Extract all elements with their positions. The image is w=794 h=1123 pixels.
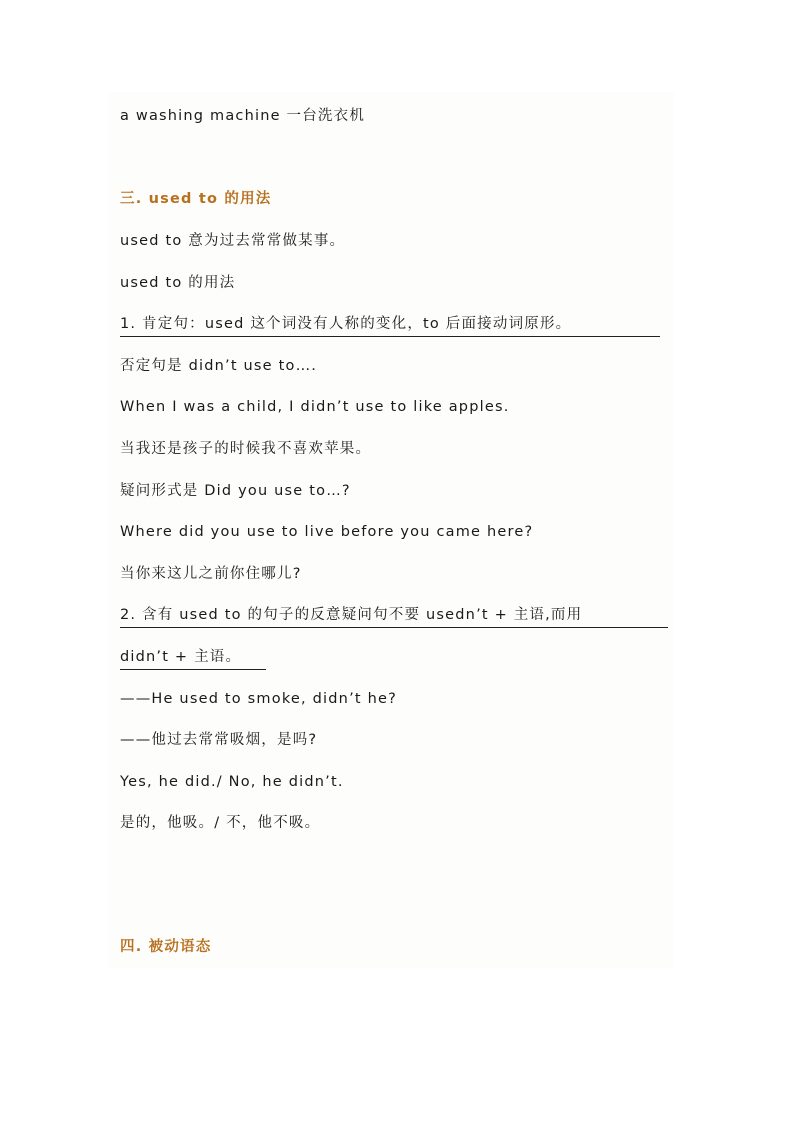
underlined-rule-2: 2. 含有 used to 的句子的反意疑问句不要 usedn’t + 主语,而用 bbox=[120, 605, 668, 628]
section-heading-4: 四. 被动语态 bbox=[120, 939, 212, 955]
underlined-rule-1: 1. 肯定句：used 这个词没有人称的变化，to 后面接动词原形。 bbox=[120, 314, 660, 337]
vocab-line: a washing machine 一台洗衣机 bbox=[120, 108, 366, 124]
section-heading-3: 三. used to 的用法 bbox=[120, 191, 272, 207]
text-line: 疑问形式是 Did you use to…? bbox=[120, 483, 351, 499]
text-line: used to 的用法 bbox=[120, 275, 236, 291]
example-sentence: Where did you use to live before you came here? bbox=[120, 524, 534, 540]
example-translation: 是的，他吸。/ 不，他不吸。 bbox=[120, 815, 321, 831]
text-line: used to 意为过去常常做某事。 bbox=[120, 233, 346, 249]
example-translation: ——他过去常常吸烟，是吗? bbox=[120, 732, 318, 748]
example-sentence: Yes, he did./ No, he didn’t. bbox=[120, 774, 344, 790]
example-translation: 当我还是孩子的时候我不喜欢苹果。 bbox=[120, 441, 372, 457]
example-sentence: When I was a child, I didn’t use to like apples. bbox=[120, 399, 510, 415]
example-sentence: ——He used to smoke, didn’t he? bbox=[120, 691, 397, 707]
underlined-rule-2-cont: didn’t + 主语。 bbox=[120, 647, 266, 670]
example-translation: 当你来这儿之前你住哪儿? bbox=[120, 566, 302, 582]
text-line: 否定句是 didn’t use to…. bbox=[120, 358, 318, 374]
